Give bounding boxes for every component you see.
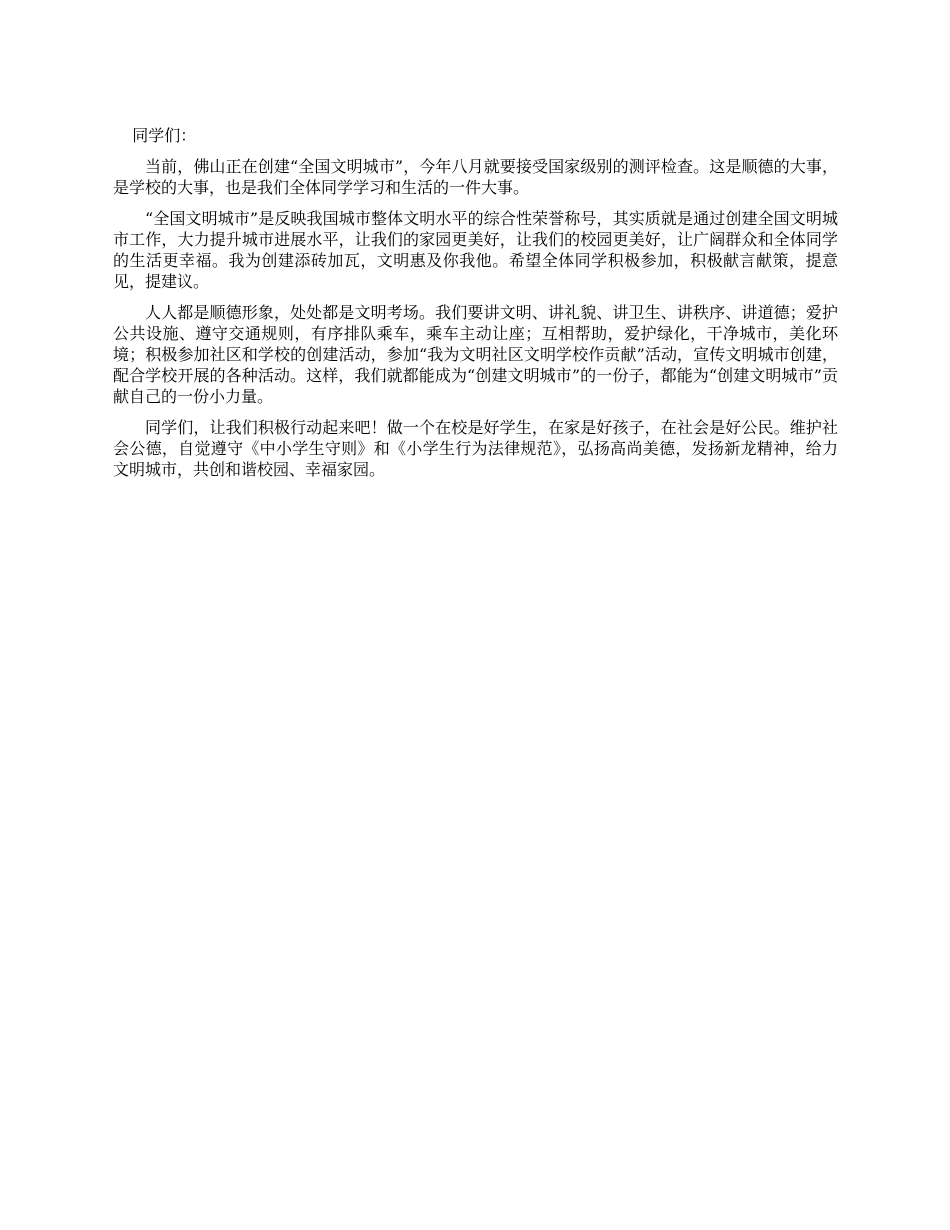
- document-page: [113, 125, 838, 490]
- paragraph-4: 同学们，让我们积极行动起来吧！做一个在校是好学生，在家是好孩子，在社会是好公民。维护社会公德，自觉遵守《中小学生守则》和《小学生行为法律规范》，弘扬高尚美德，发扬新龙精神，给力文明城市，共创和谐校园、幸福家园。: [113, 418, 838, 479]
- salutation: 同学们：: [132, 126, 197, 145]
- paragraph-3: 人人都是顺德形象，处处都是文明考场。我们要讲文明、讲礼貌、讲卫生、讲秩序、讲道德；爱护公共设施、遵守交通规则，有序排队乘车，乘车主动让座；互相帮助，爱护绿化，干净城市，美化环境；积极参加社区和学校的创建活动，参加“我为文明社区文明学校作贡献”活动，宣传文明城市创建，配合学校开展的各种活动。这样，我们就都能成为“创建文明城市”的一份子，都能为“创建文明城市”贡献自己的一份小力量。: [113, 303, 838, 406]
- paragraph-2: “全国文明城市”是反映我国城市整体文明水平的综合性荣誉称号，其实质就是通过创建全国文明城市工作，大力提升城市进展水平，让我们的家园更美好，让我们的校园更美好，让广阔群众和全体同学的生活更幸福。我为创建添砖加瓦，文明惠及你我他。希望全体同学积极参加，积极献言献策，提意见，提建议。: [113, 209, 838, 291]
- paragraph-1: 当前，佛山正在创建“全国文明城市”，今年八月就要接受国家级别的测评检查。这是顺德的大事，是学校的大事，也是我们全体同学学习和生活的一件大事。: [113, 157, 838, 197]
